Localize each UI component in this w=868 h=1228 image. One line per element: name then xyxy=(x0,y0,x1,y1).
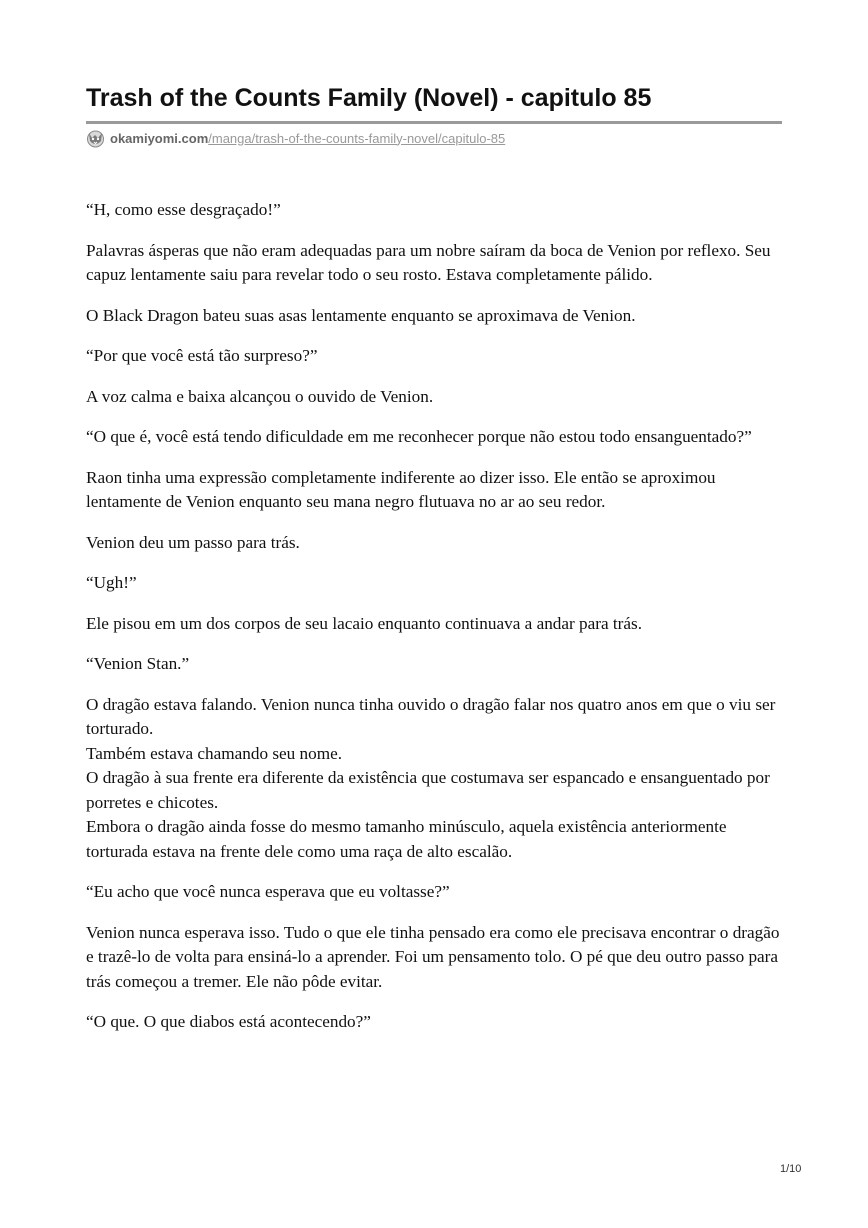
title-divider xyxy=(86,121,782,124)
paragraph: O Black Dragon bateu suas asas lentamente enquanto se aproximava de Venion. xyxy=(86,305,636,325)
page-number: 1/10 xyxy=(780,1163,802,1175)
paragraph: O dragão à sua frente era diferente da existência que costumava ser espancado e ensanguentado por porretes e chicotes. xyxy=(86,768,770,812)
paragraph: Embora o dragão ainda fosse do mesmo tamanho minúsculo, aquela existência anteriormente torturada estava na frente dele como uma raça de alto escalão. xyxy=(86,817,727,861)
source-line xyxy=(86,128,505,148)
paragraph: Venion deu um passo para trás. xyxy=(86,532,300,552)
paragraph: A voz calma e baixa alcançou o ouvido de Venion. xyxy=(86,386,434,406)
source-domain: okamiyomi.com xyxy=(110,130,209,146)
paragraph: “Eu acho que você nunca esperava que eu voltasse?” xyxy=(86,882,450,901)
source-path: /manga/trash-of-the-counts-family-novel/capitulo-85 xyxy=(208,130,506,146)
paragraph: O dragão estava falando. Venion nunca tinha ouvido o dragão falar nos quatro anos em que o viu ser torturado. xyxy=(86,694,776,738)
paragraph: “Ugh!” xyxy=(86,573,137,592)
paragraph: “O que é, você está tendo dificuldade em me reconhecer porque não estou todo ensanguentado?” xyxy=(86,427,752,446)
paragraph: “Por que você está tão surpreso?” xyxy=(86,346,318,365)
article-body xyxy=(86,198,786,1051)
page-title: Trash of the Counts Family (Novel) - capitulo 85 xyxy=(86,84,652,112)
paragraph: Ele pisou em um dos corpos de seu lacaio enquanto continuava a andar para trás. xyxy=(86,613,643,633)
wolf-logo-icon xyxy=(86,129,105,148)
paragraph: Venion nunca esperava isso. Tudo o que ele tinha pensado era como ele precisava encontrar o dragão e trazê-lo de volta para ensiná-lo a aprender. Foi um pensamento tolo. O pé que deu outro passo para trás começou a tremer. Ele não pôde evitar. xyxy=(86,922,780,991)
paragraph: Também estava chamando seu nome. xyxy=(86,743,343,763)
paragraph: Palavras ásperas que não eram adequadas para um nobre saíram da boca de Venion por reflexo. Seu capuz lentamente saiu para revelar todo o seu rosto. Estava completamente pálido. xyxy=(86,240,771,284)
paragraph: “Venion Stan.” xyxy=(86,654,190,673)
paragraph: “O que. O que diabos está acontecendo?” xyxy=(86,1012,371,1031)
source-url-link[interactable] xyxy=(110,131,505,146)
paragraph: Raon tinha uma expressão completamente indiferente ao dizer isso. Ele então se aproximou lentamente de Venion enquanto seu mana negro flutuava no ar ao seu redor. xyxy=(86,467,716,511)
paragraph: “H, como esse desgraçado!” xyxy=(86,200,281,219)
